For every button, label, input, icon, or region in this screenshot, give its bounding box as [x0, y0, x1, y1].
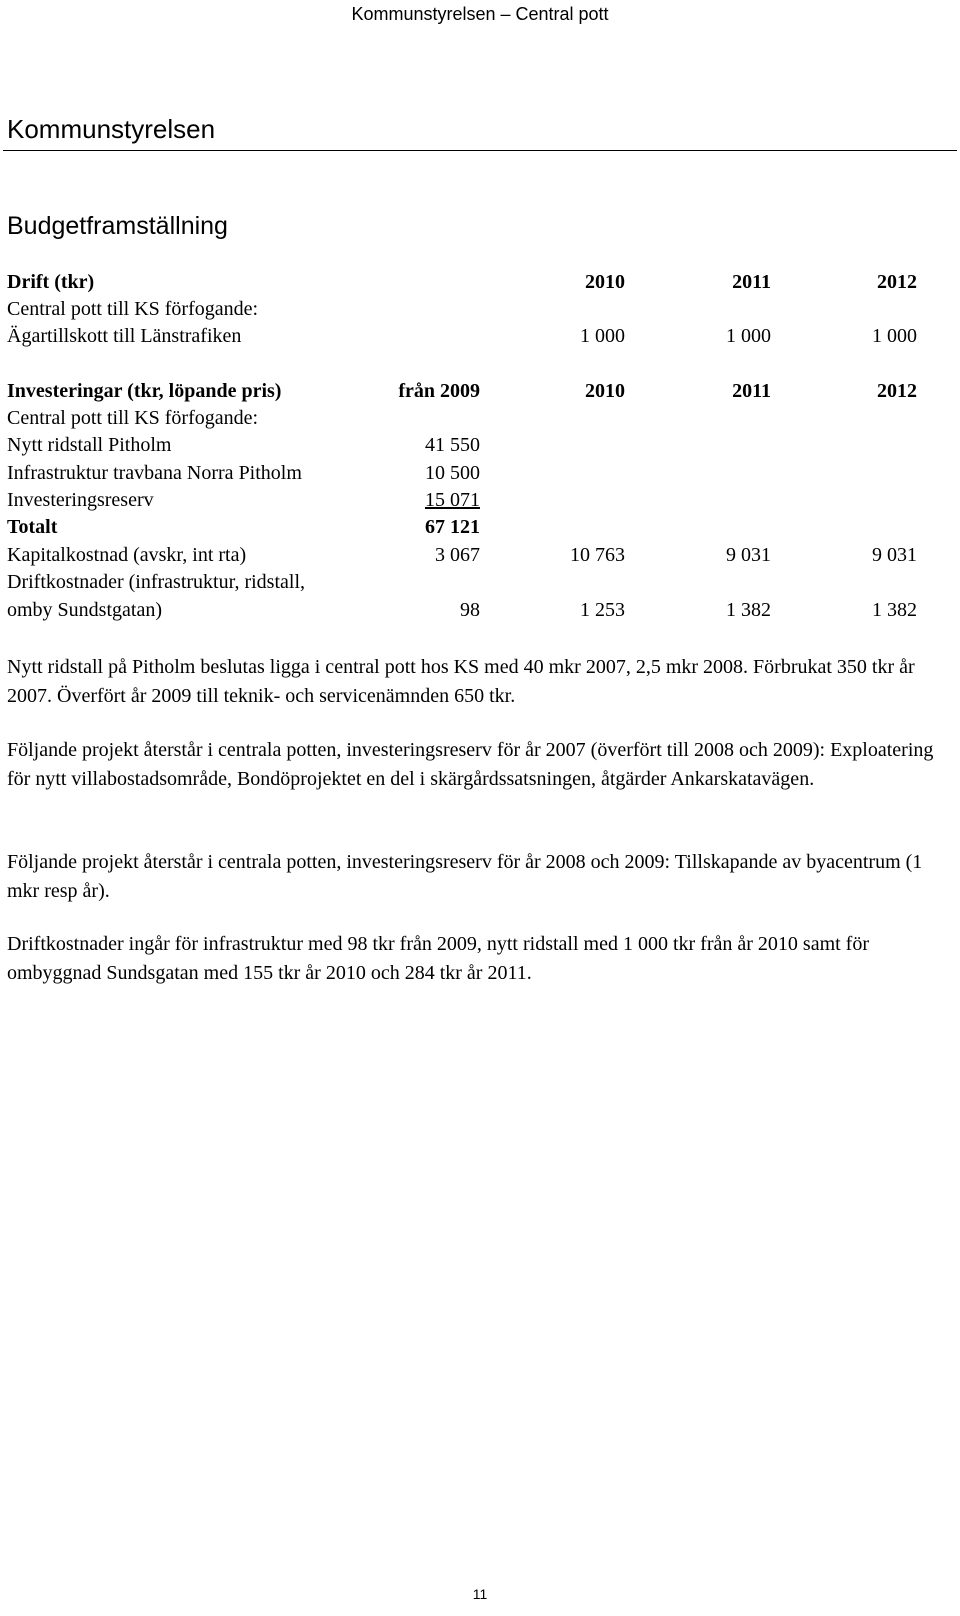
- invest-cell: 9 031: [872, 544, 917, 566]
- invest-heading: Investeringar (tkr, löpande pris): [7, 380, 282, 402]
- invest-cell: 98: [460, 599, 480, 621]
- title-divider: [3, 150, 957, 151]
- invest-col-fran-2009: från 2009: [398, 380, 480, 402]
- invest-cell: 9 031: [726, 544, 771, 566]
- invest-row-label: Totalt: [7, 516, 58, 538]
- invest-cell: 67 121: [425, 516, 480, 538]
- running-header: Kommunstyrelsen – Central pott: [351, 4, 609, 24]
- page-subtitle: Budgetframställning: [7, 212, 228, 240]
- drift-year-2012: 2012: [877, 271, 917, 293]
- drift-value-2011: 1 000: [726, 325, 771, 347]
- invest-col-2011: 2011: [732, 380, 771, 402]
- invest-row-label: omby Sundstgatan): [7, 599, 162, 621]
- section-title: Kommunstyrelsen: [7, 114, 216, 144]
- invest-cell: 41 550: [425, 434, 480, 456]
- drift-row-label: Ägartillskott till Länstrafiken: [7, 325, 242, 347]
- paragraph: Driftkostnader ingår för infrastruktur med 98 tkr från 2009, nytt ridstall med 1 000 tkr från år 2010 samt för ombyggnad Sundsgatan med 155 tkr år 2010 och 284 tkr år 2011.: [7, 933, 870, 984]
- invest-cell: 1 382: [872, 599, 917, 621]
- paragraph: Följande projekt återstår i centrala potten, investeringsreserv för år 2007 (överfört till 2008 och 2009): Exploatering för nytt villabostadsområde, Bondöprojektet en del i skärgårdssatsningen, åtgärder Ankarskatavägen.: [7, 739, 934, 790]
- drift-value-2012: 1 000: [872, 325, 917, 347]
- drift-value-2010: 1 000: [580, 325, 625, 347]
- invest-cell: 10 500: [425, 462, 480, 484]
- invest-cell: 15 071: [425, 489, 480, 511]
- invest-cell: 1 253: [580, 599, 625, 621]
- invest-row-label: Infrastruktur travbana Norra Pitholm: [7, 462, 302, 484]
- drift-heading: Drift (tkr): [7, 271, 95, 293]
- page-number: 11: [472, 1586, 488, 1602]
- invest-col-2010: 2010: [585, 380, 625, 402]
- invest-category: Central pott till KS förfogande:: [7, 407, 259, 429]
- paragraph: Följande projekt återstår i centrala potten, investeringsreserv för år 2008 och 2009: Tillskapande av byacentrum (1 mkr resp år).: [7, 851, 923, 902]
- invest-col-2012: 2012: [877, 380, 917, 402]
- drift-category: Central pott till KS förfogande:: [7, 298, 259, 320]
- invest-cell: 1 382: [726, 599, 771, 621]
- invest-row-label: Kapitalkostnad (avskr, int rta): [7, 544, 247, 566]
- invest-cell: 10 763: [570, 544, 625, 566]
- paragraph: Nytt ridstall på Pitholm beslutas ligga i central pott hos KS med 40 mkr 2007, 2,5 mkr 2008. Förbrukat 350 tkr år 2007. Överfört år 2009 till teknik- och servicenämnden 650 tkr.: [7, 656, 915, 707]
- drift-year-2011: 2011: [732, 271, 771, 293]
- invest-cell: 3 067: [435, 544, 480, 566]
- drift-year-2010: 2010: [585, 271, 625, 293]
- invest-row-label: Investeringsreserv: [7, 489, 154, 511]
- invest-row-label: Driftkostnader (infrastruktur, ridstall,: [7, 571, 306, 593]
- invest-row-label: Nytt ridstall Pitholm: [7, 434, 172, 456]
